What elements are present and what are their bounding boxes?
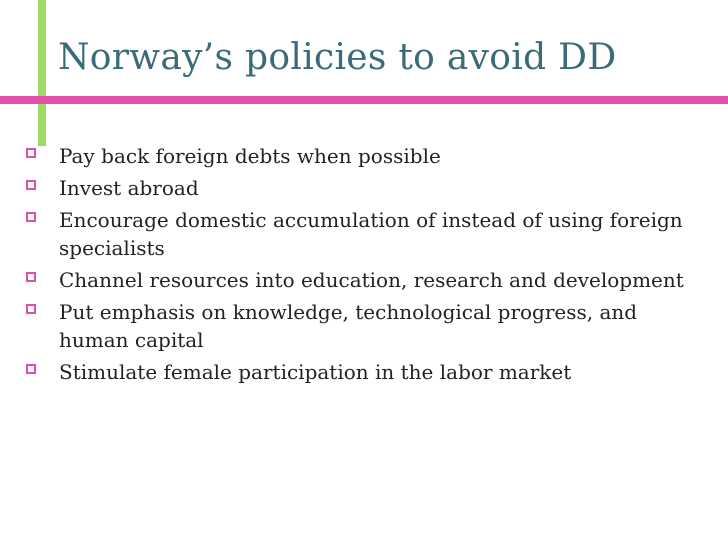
bullet-item [26, 142, 696, 170]
bullet-item [26, 206, 696, 262]
bullet-item [26, 298, 696, 354]
hollow-square-bullet-icon [26, 304, 36, 314]
slide-title: Norway’s policies to avoid DD [58, 37, 617, 78]
bullet-text: Put emphasis on knowledge, technological progress, and human capital [59, 300, 638, 352]
bullet-list [26, 142, 696, 390]
bullet-text: Pay back foreign debts when possible [59, 144, 441, 168]
bullet-item [26, 266, 696, 294]
bullet-item [26, 358, 696, 386]
bullet-text: Channel resources into education, research and development [59, 268, 684, 292]
green-accent-bar [38, 0, 46, 146]
hollow-square-bullet-icon [26, 364, 36, 374]
bullet-text: Encourage domestic accumulation of instead of using foreign specialists [59, 208, 683, 260]
hollow-square-bullet-icon [26, 180, 36, 190]
hollow-square-bullet-icon [26, 272, 36, 282]
bullet-text: Stimulate female participation in the labor market [59, 360, 572, 384]
pink-accent-bar [0, 96, 728, 104]
hollow-square-bullet-icon [26, 148, 36, 158]
bullet-text: Invest abroad [59, 176, 199, 200]
bullet-item [26, 174, 696, 202]
hollow-square-bullet-icon [26, 212, 36, 222]
